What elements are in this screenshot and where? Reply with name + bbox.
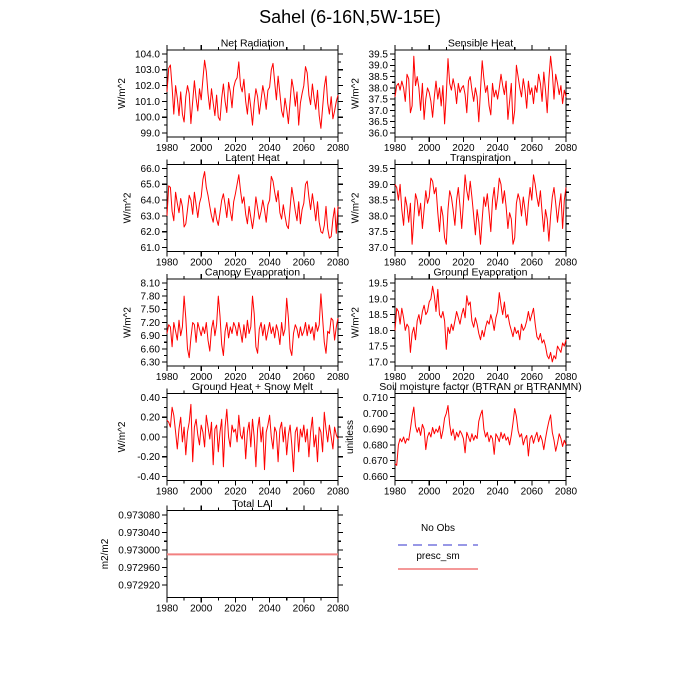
x-tick-label: 2020: [224, 257, 247, 269]
x-tick-label: 1980: [155, 257, 179, 269]
x-tick-label: 2060: [520, 486, 543, 498]
y-tick-label: 0.690: [362, 424, 388, 436]
y-tick-label: 8.10: [140, 278, 160, 290]
x-tick-label: 2040: [486, 143, 509, 154]
y-axis-label: unitless: [345, 420, 356, 454]
y-tick-label: 37.0: [368, 242, 388, 254]
x-tick-label: 2020: [452, 486, 475, 498]
y-tick-label: 0.00: [140, 432, 160, 444]
y-tick-label: 39.0: [368, 179, 388, 191]
x-tick-label: 2040: [258, 603, 281, 615]
x-tick-label: 2080: [554, 257, 578, 269]
x-tick-label: 2000: [418, 143, 441, 154]
x-tick-label: 1980: [383, 486, 407, 498]
legend: [398, 523, 478, 570]
y-axis-label: m2/m2: [100, 538, 112, 570]
legend-label-no-obs: No Obs: [421, 523, 455, 534]
legend-label-presc-sm: presc_sm: [416, 551, 460, 562]
y-axis-label: W/m^2: [350, 78, 362, 109]
y-tick-label: 18.0: [368, 325, 388, 337]
y-axis-label: W/m^2: [350, 192, 362, 224]
series-presc_sm: [167, 294, 338, 358]
x-tick-label: 2080: [554, 372, 578, 383]
y-tick-label: 101.0: [134, 96, 160, 108]
x-tick-label: 1980: [383, 143, 407, 154]
y-tick-label: 7.20: [140, 317, 160, 329]
y-tick-label: 0.700: [362, 408, 388, 420]
x-tick-label: 1980: [383, 372, 407, 383]
y-tick-label: 17.0: [368, 357, 388, 369]
x-tick-label: 2040: [258, 486, 281, 498]
y-tick-label: 7.50: [140, 304, 160, 316]
x-tick-label: 2040: [486, 372, 509, 383]
plot-frame: [167, 165, 338, 252]
y-tick-label: 0.973000: [118, 545, 160, 557]
panel-canopy-evaporation: [123, 267, 350, 384]
y-tick-label: 63.0: [140, 211, 160, 223]
y-tick-label: 39.5: [368, 49, 388, 61]
y-tick-label: 66.0: [140, 163, 160, 175]
x-tick-label: 2000: [418, 257, 441, 269]
x-tick-label: 2020: [224, 603, 247, 615]
x-tick-label: 1980: [155, 603, 179, 615]
panel-title: Net Radiation: [220, 37, 285, 50]
panel-title: Latent Heat: [225, 152, 280, 164]
series-presc_sm: [167, 172, 338, 239]
y-tick-label: 100.0: [134, 112, 160, 124]
panel-net-radiation: [117, 38, 350, 155]
y-tick-label: -0.40: [137, 471, 160, 483]
y-tick-label: 6.60: [140, 344, 160, 356]
y-tick-label: 38.0: [368, 211, 388, 223]
panel-soil-moisture-factor-btran-or-btranmn: [345, 381, 582, 498]
x-tick-label: 2040: [486, 486, 509, 498]
y-tick-label: 36.5: [368, 117, 388, 129]
y-tick-label: 37.0: [368, 105, 388, 117]
series-presc_sm: [167, 60, 338, 128]
x-tick-label: 1980: [155, 486, 179, 498]
panel-title: Transpiration: [450, 152, 511, 164]
page-title: Sahel (6-16N,5W-15E): [259, 7, 441, 27]
panel-title: Total LAI: [232, 498, 273, 510]
y-tick-label: 38.5: [368, 195, 388, 207]
panel-latent-heat: [123, 152, 350, 269]
x-tick-label: 2020: [224, 486, 247, 498]
x-tick-label: 2080: [326, 603, 350, 615]
x-tick-label: 2080: [326, 257, 350, 269]
y-tick-label: 38.5: [368, 71, 388, 83]
y-tick-label: 0.972920: [118, 580, 160, 592]
y-tick-label: 38.0: [368, 83, 388, 95]
series-presc_sm: [395, 406, 566, 466]
x-tick-label: 2060: [292, 486, 315, 498]
x-tick-label: 2000: [418, 372, 441, 383]
x-tick-label: 2020: [452, 372, 475, 383]
y-tick-label: 19.5: [368, 278, 388, 290]
y-tick-label: 104.0: [134, 49, 160, 61]
x-tick-label: 2060: [520, 143, 543, 154]
y-tick-label: 64.0: [140, 195, 160, 207]
panel-title: Canopy Evaporation: [204, 266, 301, 279]
x-tick-label: 2000: [190, 372, 213, 383]
x-tick-label: 2000: [190, 257, 213, 269]
panel-title: Soil moisture factor (BTRAN or BTRANMN): [379, 381, 582, 393]
panel-ground-heat-snow-melt: [117, 381, 350, 498]
y-tick-label: 0.973040: [118, 527, 160, 539]
y-tick-label: 61.0: [140, 242, 160, 254]
x-tick-label: 2040: [258, 372, 281, 383]
y-tick-label: 17.5: [368, 341, 388, 353]
y-tick-label: 7.80: [140, 291, 160, 303]
y-tick-label: 0.40: [140, 392, 160, 404]
x-tick-label: 2020: [452, 143, 475, 154]
panel-title: Ground Evaporation: [433, 266, 528, 279]
x-tick-label: 2060: [292, 143, 315, 154]
y-tick-label: 0.20: [140, 412, 160, 424]
y-tick-label: 0.670: [362, 456, 388, 468]
x-tick-label: 2020: [224, 143, 247, 154]
panel-transpiration: [351, 152, 578, 269]
x-tick-label: 2040: [258, 143, 281, 154]
x-tick-label: 2080: [326, 372, 350, 383]
y-tick-label: 99.0: [140, 128, 160, 140]
x-tick-label: 2060: [292, 372, 315, 383]
x-tick-label: 1980: [383, 257, 407, 269]
x-tick-label: 2080: [554, 143, 578, 154]
y-tick-label: 102.0: [134, 80, 160, 92]
panel-title: Sensible Heat: [447, 37, 514, 50]
y-axis-label: W/m^2: [122, 307, 134, 338]
legend-line-no-obs: [398, 544, 478, 546]
y-tick-label: 39.0: [368, 60, 388, 72]
series-presc_sm: [395, 286, 566, 362]
x-tick-label: 2000: [418, 486, 441, 498]
x-tick-label: 2040: [258, 257, 281, 269]
x-tick-label: 2080: [554, 486, 578, 498]
x-tick-label: 2000: [190, 486, 213, 498]
y-tick-label: 62.0: [140, 227, 160, 239]
x-tick-label: 2020: [224, 372, 247, 383]
x-tick-label: 2060: [292, 257, 315, 269]
y-tick-label: 6.90: [140, 331, 160, 343]
legend-line-presc-sm: [398, 568, 478, 570]
x-tick-label: 2060: [520, 257, 543, 269]
series-presc_sm: [395, 175, 566, 244]
y-tick-label: 0.973080: [118, 510, 160, 522]
y-tick-label: 19.0: [368, 294, 388, 306]
y-axis-label: W/m^2: [117, 78, 128, 109]
y-axis-label: W/m^2: [117, 421, 128, 453]
y-tick-label: 0.680: [362, 440, 388, 452]
y-tick-label: 0.972960: [118, 563, 160, 575]
y-tick-label: 18.5: [368, 310, 388, 322]
x-tick-label: 2020: [452, 257, 475, 269]
y-tick-label: 37.5: [368, 227, 388, 239]
x-tick-label: 1980: [155, 372, 179, 383]
x-tick-label: 2060: [520, 372, 543, 383]
x-tick-label: 2000: [190, 143, 213, 154]
series-presc_sm: [167, 404, 338, 471]
x-tick-label: 2080: [326, 143, 350, 154]
x-tick-label: 1980: [155, 143, 179, 154]
y-tick-label: 103.0: [134, 65, 160, 77]
x-tick-label: 2000: [190, 603, 213, 615]
y-axis-label: W/m^2: [122, 192, 134, 224]
panel-sensible-heat: [351, 38, 578, 155]
y-tick-label: 36.0: [368, 128, 388, 140]
panel-ground-evaporation: [351, 267, 578, 384]
y-tick-label: 39.5: [368, 163, 388, 175]
y-tick-label: 37.5: [368, 94, 388, 106]
y-tick-label: -0.20: [137, 452, 160, 464]
y-axis-label: W/m^2: [350, 307, 362, 338]
x-tick-label: 2040: [486, 257, 509, 269]
series-presc_sm: [395, 56, 566, 124]
y-tick-label: 0.660: [362, 471, 388, 483]
y-tick-label: 65.0: [140, 179, 160, 191]
y-tick-label: 6.30: [140, 357, 160, 369]
plot-frame: [167, 394, 338, 481]
y-tick-label: 0.710: [362, 392, 388, 404]
panel-total-lai: [100, 498, 349, 615]
x-tick-label: 2060: [292, 603, 315, 615]
x-tick-label: 2080: [326, 486, 350, 498]
panel-title: Ground Heat + Snow Melt: [191, 381, 314, 393]
